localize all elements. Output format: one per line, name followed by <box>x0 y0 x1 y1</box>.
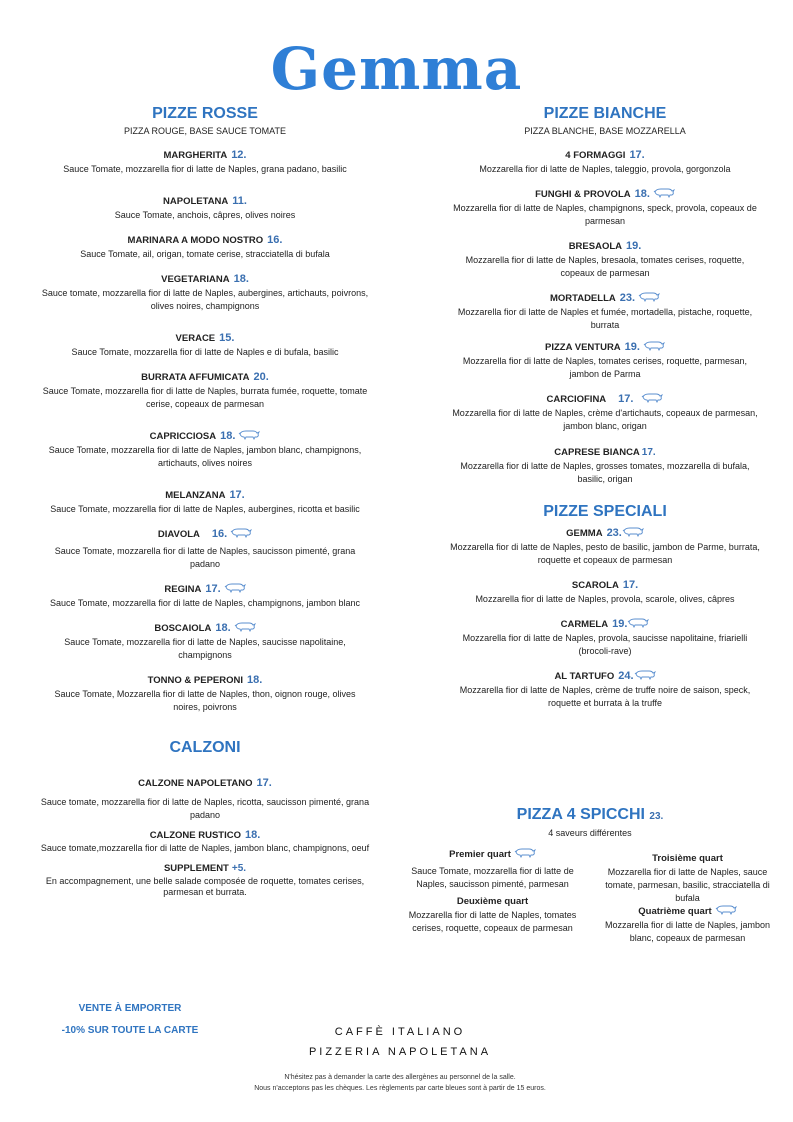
footer-allergens-note: N'hésitez pas à demander la carte des allergènes au personnel de la salle. <box>284 1074 516 1081</box>
pork-icon <box>230 528 252 538</box>
item-price: 17. <box>622 579 639 591</box>
item-description: Mozzarella fior di latte de Naples, bresaola, tomates cerises, roquette, copeaux de parmesan <box>465 255 745 278</box>
item-name: AL TARTUFO <box>554 671 615 682</box>
menu-item-bresaola <box>450 239 760 280</box>
pork-icon <box>634 670 656 680</box>
takeaway-discount: -10% SUR TOUTE LA CARTE <box>61 1025 199 1036</box>
item-description: Sauce Tomate, Mozzarella fior di latte de Naples, thon, oignon rouge, olives noires, poivrons <box>54 689 356 712</box>
brand-tagline <box>270 1022 530 1062</box>
item-price: +5. <box>231 863 247 874</box>
quarter-deuxieme <box>405 895 580 909</box>
item-name: SUPPLEMENT <box>163 863 229 874</box>
item-price: 19. <box>626 240 642 252</box>
takeaway-promo <box>40 998 220 1042</box>
item-description: Sauce Tomate, mozzarella fior di latte de Naples, grana padano, basilic <box>63 164 347 174</box>
item-price: 11. <box>232 195 247 207</box>
quarters-right <box>600 844 775 945</box>
left-column <box>40 104 370 898</box>
menu-item-supplement <box>40 862 370 898</box>
item-description: Sauce Tomate, anchois, câpres, olives noires <box>114 210 296 220</box>
item-description: Sauce Tomate, ail, origan, tomate cerise, stracciatella di bufala <box>80 249 330 259</box>
quarter-description: Sauce Tomate, mozzarella fior di latte de Naples, saucisson pimenté, parmesan <box>411 866 574 889</box>
pork-icon <box>715 905 737 915</box>
item-name: VEGETARIANA <box>161 274 230 285</box>
item-description: Mozzarella fior di latte de Naples et fumée, mortadella, pistache, roquette, burrata <box>457 307 753 330</box>
item-price: 23. <box>606 527 622 539</box>
item-name: REGINA <box>164 584 202 595</box>
item-name: CARCIOFINA <box>546 394 607 405</box>
menu-item-napoletana <box>40 194 370 222</box>
item-price: 18. <box>233 273 249 285</box>
pork-icon <box>238 430 260 440</box>
section-title: PIZZE SPECIALI <box>543 503 667 520</box>
brand-line-1: CAFFÈ ITALIANO <box>334 1026 466 1038</box>
pork-icon <box>653 188 675 198</box>
menu-item-vegetariana <box>40 272 370 313</box>
item-description: Mozzarella fior di latte de Naples, champignons, speck, provola, copeaux de parmesan <box>453 203 757 226</box>
item-name: DIAVOLA <box>157 529 200 540</box>
item-name: BRESAOLA <box>568 241 622 252</box>
menu-item-al-tartufo <box>450 669 760 710</box>
item-price: 12. <box>231 149 247 161</box>
item-price: 23. <box>619 292 636 304</box>
item-price: 24. <box>618 670 634 682</box>
item-price: 16. <box>267 234 283 246</box>
item-description: Sauce Tomate, mozzarella fior di latte de Naples, champignons, jambon blanc <box>49 598 360 608</box>
menu-item-regina <box>40 582 370 610</box>
takeaway-title: VENTE À EMPORTER <box>78 1003 182 1014</box>
section-subtitle: PIZZA BLANCHE, BASE MOZZARELLA <box>524 126 686 136</box>
quarter-name: Premier quart <box>449 849 511 860</box>
menu-item-pizza-ventura <box>450 340 760 381</box>
quarter-premier <box>405 848 580 862</box>
item-name: MELANZANA <box>165 490 226 501</box>
pork-icon <box>514 848 536 858</box>
section-title: PIZZA 4 SPICCHI <box>516 806 645 823</box>
item-description: Mozzarella fior di latte de Naples, grosses tomates, mozzarella di bufala, basilic, origan <box>460 461 750 484</box>
item-name: VERACE <box>175 333 216 344</box>
item-price: 19. <box>624 341 640 353</box>
item-name: MORTADELLA <box>549 293 616 304</box>
quarter-name: Quatrième quart <box>638 906 712 917</box>
footer-payment-note: Nous n'acceptons pas les chèques. Les règlements par carte bleues sont à partir de 15 euros. <box>254 1085 546 1092</box>
pork-icon <box>627 618 649 628</box>
item-price: 23. <box>649 811 664 822</box>
item-price: 18. <box>220 430 236 442</box>
brand-line-2: PIZZERIA NAPOLETANA <box>308 1046 492 1058</box>
item-description: En accompagnement, une belle salade composée de roquette, tomates cerises, parmesan et burrata. <box>45 876 365 897</box>
item-description: Sauce Tomate, mozzarella fior di latte de Naples e di bufala, basilic <box>71 347 339 357</box>
menu-item-4-formaggi <box>450 148 760 176</box>
item-name: CAPRICCIOSA <box>149 431 217 442</box>
footer-notes <box>140 1072 660 1094</box>
menu-item-burrata-affumicata <box>40 370 370 411</box>
quarter-description: Mozzarella fior di latte de Naples, tomates cerises, roquette, copeaux de parmesan <box>408 910 577 933</box>
item-name: 4 FORMAGGI <box>565 150 626 161</box>
item-description: Sauce Tomate, mozzarella fior di latte de Naples, jambon blanc, champignons, artichauts, olives noires <box>48 445 362 468</box>
restaurant-logo: Gemma <box>270 35 523 103</box>
item-name: GEMMA <box>566 528 603 539</box>
menu-item-margherita <box>40 148 370 176</box>
quarter-name: Troisième quart <box>652 853 723 864</box>
menu-item-carciofina <box>450 392 760 433</box>
item-price: 18. <box>247 674 263 686</box>
item-name: CAPRESE BIANCA <box>554 447 640 458</box>
menu-item-calzone-napoletano <box>40 776 370 822</box>
item-price: 17. <box>641 447 656 458</box>
pork-icon <box>234 622 256 632</box>
item-description: Sauce tomate, mozzarella fior di latte de Naples, aubergines, artichauts, poivrons, olives noires, champignons <box>41 288 369 311</box>
menu-item-melanzana <box>40 488 370 516</box>
section-pizze-speciali <box>450 502 760 710</box>
menu-item-caprese-bianca <box>450 446 760 486</box>
menu-item-boscaiola <box>40 621 370 662</box>
menu-item-tonno-peperoni <box>40 673 370 714</box>
item-description: Mozzarella fior di latte de Naples, crème de truffe noire de saison, speck, roquette et burrata à la truffe <box>459 685 751 708</box>
item-name: BOSCAIOLA <box>154 623 212 634</box>
item-description: Sauce Tomate, mozzarella fior di latte de Naples, burrata fumée, roquette, tomate cerise, copeaux de parmesan <box>42 386 368 409</box>
item-name: MARINARA A MODO NOSTRO <box>127 235 264 246</box>
right-column <box>450 104 760 710</box>
item-description: Mozzarella fior di latte de Naples, taleggio, provola, gorgonzola <box>479 164 731 174</box>
item-name: CARMELA <box>560 619 609 630</box>
item-price: 17. <box>205 583 221 595</box>
item-name: CALZONE RUSTICO <box>149 830 241 841</box>
pork-icon <box>638 292 660 302</box>
item-price: 20. <box>253 371 269 383</box>
item-price: 17. <box>256 777 272 789</box>
item-price: 15. <box>219 332 235 344</box>
menu-item-mortadella <box>450 291 760 332</box>
menu-item-carmela <box>450 617 760 658</box>
quarters-grid <box>405 844 775 945</box>
item-description: Sauce Tomate, mozzarella fior di latte de Naples, saucisson pimenté, grana padano <box>54 546 356 569</box>
quarters-left <box>405 844 580 945</box>
item-name: SCAROLA <box>571 580 619 591</box>
item-name: TONNO & PEPERONI <box>147 675 244 686</box>
item-price: 16. <box>211 528 228 540</box>
item-price: 18. <box>215 622 231 634</box>
item-price: 17. <box>618 393 634 405</box>
section-pizza-4-spicchi <box>405 805 775 945</box>
section-pizze-rosse <box>40 104 370 714</box>
item-name: PIZZA VENTURA <box>545 342 621 353</box>
section-title: PIZZE BIANCHE <box>543 105 667 122</box>
menu-item-capricciosa <box>40 429 370 470</box>
section-pizze-bianche <box>450 104 760 486</box>
item-description: Sauce Tomate, mozzarella fior di latte de Naples, aubergines, ricotta et basilic <box>50 504 360 514</box>
quarter-quatrieme <box>600 905 775 919</box>
quarter-troisieme <box>600 852 775 866</box>
quarter-name: Deuxième quart <box>456 896 529 907</box>
item-price: 18. <box>634 188 650 200</box>
item-description: Sauce tomate, mozzarella fior di latte de Naples, ricotta, saucisson pimenté, grana padano <box>40 797 370 820</box>
section-calzoni <box>40 738 370 898</box>
pork-icon <box>622 527 644 537</box>
section-title: CALZONI <box>169 739 241 756</box>
item-price: 19. <box>612 618 628 630</box>
section-title: PIZZE ROSSE <box>152 105 258 122</box>
item-description: Mozzarella fior di latte de Naples, provola, saucisse napolitaine, friarielli (brocoli-rave) <box>462 633 748 656</box>
item-name: CALZONE NAPOLETANO <box>138 778 253 789</box>
quarter-description: Mozzarella fior di latte de Naples, jambon blanc, copeaux de parmesan <box>604 920 771 943</box>
item-name: BURRATA AFFUMICATA <box>141 372 250 383</box>
section-subtitle: PIZZA ROUGE, BASE SAUCE TOMATE <box>123 126 287 136</box>
pork-icon <box>643 341 665 351</box>
menu-item-verace <box>40 331 370 359</box>
item-name: NAPOLETANA <box>163 196 229 207</box>
item-description: Mozzarella fior di latte de Naples, tomates cerises, roquette, parmesan, jambon de Parma <box>462 356 748 379</box>
section-subtitle: 4 saveurs différentes <box>548 828 632 838</box>
menu-item-scarola <box>450 578 760 606</box>
item-name: MARGHERITA <box>163 150 228 161</box>
item-name: FUNGHI & PROVOLA <box>535 189 631 200</box>
item-description: Sauce tomate,mozzarella fior di latte de Naples, jambon blanc, champignons, oeuf <box>40 843 370 853</box>
quarter-description: Mozzarella fior di latte de Naples, sauce tomate, parmesan, basilic, stracciatella di bufala <box>605 867 770 903</box>
pork-icon <box>641 393 663 403</box>
item-description: Mozzarella fior di latte de Naples, pesto de basilic, jambon de Parme, burrata, roquette et copeaux de parmesan <box>450 542 760 565</box>
menu-item-marinara <box>40 233 370 261</box>
menu-item-calzone-rustico <box>40 828 370 854</box>
pork-icon <box>224 583 246 593</box>
menu-item-diavola <box>40 527 370 571</box>
menu-item-funghi-provola <box>450 187 760 228</box>
item-price: 17. <box>229 489 245 501</box>
item-description: Mozzarella fior di latte de Naples, provola, scarole, olives, câpres <box>475 594 735 604</box>
menu-item-gemma <box>450 526 760 567</box>
item-price: 18. <box>245 829 261 841</box>
item-description: Mozzarella fior di latte de Naples, crème d'artichauts, copeaux de parmesan, jambon blanc, origan <box>452 408 758 431</box>
item-price: 17. <box>629 149 645 161</box>
item-description: Sauce Tomate, mozzarella fior di latte de Naples, saucisse napolitaine, champignons <box>64 637 346 660</box>
